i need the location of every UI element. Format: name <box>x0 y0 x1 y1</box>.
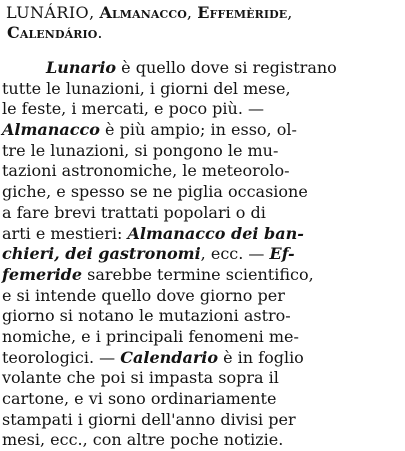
text-line <box>2 120 402 141</box>
text-line <box>24 58 402 79</box>
text-line <box>2 203 402 224</box>
text-line <box>2 306 402 327</box>
text-line <box>2 244 402 265</box>
text-line <box>2 389 402 410</box>
text-line <box>2 224 402 245</box>
text-line <box>2 141 402 162</box>
heading-term-lunario: LUNÁRIO <box>6 3 90 22</box>
italic-term: femeride <box>2 264 83 284</box>
italic-term: Ef- <box>269 244 295 264</box>
text-run: volante che poi si impasta sopra il <box>2 368 279 388</box>
heading-term-calendario: Calendário <box>7 23 98 42</box>
text-run: e si intende quello dove giorno per <box>2 285 285 305</box>
text-run: è in foglio <box>218 347 304 367</box>
heading-line-1 <box>6 3 401 23</box>
heading-term-effemeride: Effemèride <box>197 3 288 22</box>
text-run: mesi, ecc., con altre poche notizie. <box>2 430 284 450</box>
text-run: tazioni astronomiche, le meteorolo- <box>2 161 290 181</box>
text-line <box>2 327 402 348</box>
italic-term: Almanacco <box>2 120 100 140</box>
italic-term: Almanacco dei ban- <box>127 223 304 243</box>
text-line <box>2 182 402 203</box>
entry-heading <box>6 3 401 43</box>
text-run: giche, e spesso se ne piglia occasione <box>2 182 308 202</box>
text-run: tutte le lunazioni, i giorni del mese, <box>2 78 291 98</box>
heading-period: . <box>97 23 103 42</box>
text-run: cartone, e vi sono ordinariamente <box>2 389 277 408</box>
text-run: teorologici. — <box>2 347 121 367</box>
italic-term: Calendario <box>120 347 218 367</box>
text-run: a fare brevi trattati popolari o di <box>2 202 266 222</box>
text-run: tre le lunazioni, si pongono le mu- <box>2 140 279 160</box>
text-line <box>2 265 402 286</box>
text-run: sarebbe termine scientifico, <box>82 264 314 284</box>
heading-term-almanacco: Almanacco <box>99 3 187 22</box>
text-run: è quello dove si registrano <box>116 58 337 77</box>
text-line <box>2 410 402 431</box>
heading-separator: , <box>287 3 293 22</box>
text-line <box>2 99 402 120</box>
text-run: arti e mestieri: <box>2 223 128 243</box>
heading-line-2 <box>6 23 401 43</box>
italic-term: Lunario <box>46 58 117 77</box>
text-line <box>2 79 402 100</box>
text-run: stampati i giorni dell'anno divisi per <box>2 409 296 429</box>
text-line <box>2 430 402 451</box>
text-run: , ecc. — <box>200 244 270 264</box>
text-run: nomiche, e i principali fenomeni me- <box>2 326 299 346</box>
text-line <box>2 286 402 307</box>
italic-term: chieri, dei gastronomi <box>2 244 201 264</box>
text-run: è più ampio; in esso, ol- <box>99 120 297 140</box>
heading-separator: , <box>89 3 100 22</box>
text-line <box>2 348 402 369</box>
text-line <box>2 368 402 389</box>
text-run: le feste, i mercati, e poco più. — <box>2 99 264 119</box>
text-run: giorno si notano le mutazioni astro- <box>2 306 291 326</box>
entry-body <box>2 58 402 451</box>
text-line <box>2 161 402 182</box>
heading-separator: , <box>186 3 198 22</box>
